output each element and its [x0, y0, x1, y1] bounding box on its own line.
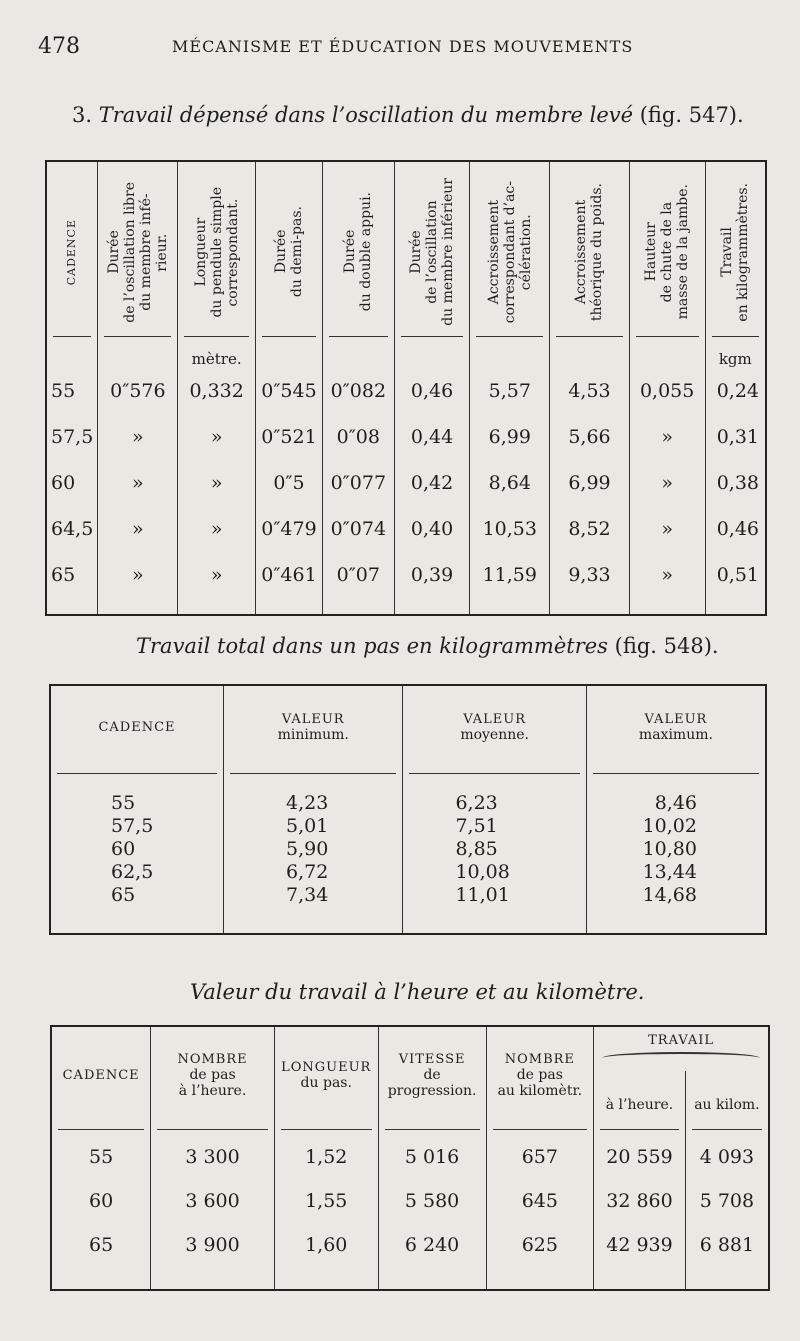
cell: 0″08	[322, 414, 394, 460]
table-row	[51, 1223, 769, 1290]
table-row	[51, 1135, 769, 1179]
cell: 60	[111, 838, 136, 860]
cell: »	[629, 460, 705, 506]
table3-header-steps-per-km-bottom: de pas au kilomètr.	[497, 1067, 583, 1099]
table-row	[46, 414, 766, 460]
cell: 0″576	[98, 368, 178, 414]
cell: 3 900	[151, 1223, 275, 1290]
table2-header-min-bottom: minimum.	[277, 727, 349, 743]
section2-figure-ref: (fig. 548).	[614, 634, 719, 658]
cell: »	[178, 414, 256, 460]
cell: 0,31	[705, 414, 766, 460]
cell: 0″082	[322, 368, 394, 414]
cell: 0,51	[705, 552, 766, 615]
table1-header-fall-height: Hauteur de chute de la masse de la jambe.	[643, 184, 692, 320]
cell: 65	[111, 884, 136, 906]
table3-header-work: TRAVAIL	[648, 1032, 715, 1048]
table3-header-per-hour: à l’heure.	[594, 1071, 686, 1123]
table3-header-steps-per-hour-bottom: de pas à l’heure.	[178, 1067, 247, 1099]
section3-title: Valeur du travail à l’heure et au kilomètre.	[190, 980, 645, 1004]
table2-header-max-top: VALEUR	[644, 712, 708, 727]
table2-col-cadence	[50, 778, 223, 934]
section1-caption	[72, 103, 744, 127]
table3-header-per-km: au kilom.	[685, 1071, 769, 1123]
cell: 6,23	[455, 792, 498, 814]
cell: 0,39	[394, 552, 470, 615]
cell: »	[98, 506, 178, 552]
table2-col-minimum	[223, 778, 402, 934]
table3-header-steps-per-km-top: NOMBRE	[504, 1052, 575, 1067]
cell: 13,44	[642, 861, 697, 883]
cell: 3 300	[151, 1135, 275, 1179]
cell-cadence: 65	[51, 564, 76, 586]
cell-cadence: 60	[51, 472, 76, 494]
unit-work: kgm	[705, 340, 766, 368]
cell: 0,332	[178, 368, 256, 414]
page-number: 478	[38, 34, 80, 59]
cell: 10,08	[455, 861, 510, 883]
cell: 10,02	[642, 815, 697, 837]
cell-cadence: 65	[89, 1234, 114, 1256]
cell: 6,99	[550, 460, 630, 506]
cell-cadence: 64,5	[51, 518, 94, 540]
cell: 57,5	[111, 815, 154, 837]
table2-header-avg-top: VALEUR	[463, 712, 527, 727]
table2-header-avg-bottom: moyenne.	[460, 727, 529, 743]
cell: 6 240	[378, 1223, 486, 1290]
cell: 32 860	[594, 1179, 686, 1223]
cell: 20 559	[594, 1135, 686, 1179]
cell: 0″074	[322, 506, 394, 552]
cell: 0″077	[322, 460, 394, 506]
table1-header-acceleration: Accroissement correspondant d’ac- célération.	[485, 180, 534, 324]
cell: »	[98, 552, 178, 615]
table1-header-cadence: CADENCE	[65, 218, 79, 286]
cell: 5,66	[550, 414, 630, 460]
table1-header-weight: Accroissement théorique du poids.	[573, 182, 606, 322]
cell-cadence: 60	[89, 1190, 114, 1212]
cell: 5 016	[378, 1135, 486, 1179]
cell: 11,59	[470, 552, 550, 615]
cell: 5,01	[285, 815, 329, 837]
cell: »	[98, 460, 178, 506]
cell: 0″545	[256, 368, 323, 414]
cell: 62,5	[111, 861, 154, 883]
cell: 11,01	[455, 884, 510, 906]
cell: 1,55	[274, 1179, 378, 1223]
section2-title: Travail total dans un pas en kilogrammètres	[136, 634, 608, 658]
cell: 10,53	[470, 506, 550, 552]
cell-cadence: 55	[89, 1146, 114, 1168]
cell: 14,68	[642, 884, 697, 906]
cell: 6 881	[685, 1223, 769, 1290]
table2-col-maximum	[586, 778, 766, 934]
brace-mark	[602, 1052, 760, 1064]
table2-header-cadence: CADENCE	[98, 720, 176, 735]
table2-body	[50, 778, 766, 934]
cell: 0″521	[256, 414, 323, 460]
cell: 5 580	[378, 1179, 486, 1223]
table-row	[46, 552, 766, 615]
cell: 4 093	[685, 1135, 769, 1179]
table1-units-row	[46, 340, 766, 368]
section1-title: Travail dépensé dans l’oscillation du membre levé	[98, 103, 634, 127]
cell: 6,72	[285, 861, 329, 883]
cell: 5,57	[470, 368, 550, 414]
cell: 8,85	[455, 838, 498, 860]
table-row	[51, 1179, 769, 1223]
section3-caption	[190, 980, 644, 1004]
cell: 0″461	[256, 552, 323, 615]
cell: 7,34	[285, 884, 329, 906]
cell: 55	[111, 792, 136, 814]
table3-header-length-bottom: du pas.	[300, 1075, 352, 1091]
table2-header-min-top: VALEUR	[281, 712, 345, 727]
table3-header-row	[51, 1026, 769, 1071]
cell: »	[98, 414, 178, 460]
cell: 0,42	[394, 460, 470, 506]
unit-pendulum: mètre.	[178, 340, 256, 368]
cell: 42 939	[594, 1223, 686, 1290]
cell: 5,90	[285, 838, 329, 860]
cell: 10,80	[642, 838, 697, 860]
table2-col-moyenne	[403, 778, 586, 934]
table3-header-length-top: LONGUEUR	[281, 1060, 372, 1075]
section2-caption	[136, 634, 719, 658]
table1-header-half-step: Durée du demi-pas.	[272, 206, 305, 298]
cell: 0″479	[256, 506, 323, 552]
section1-figure-ref: (fig. 547).	[639, 103, 744, 127]
cell: 0,24	[705, 368, 766, 414]
cell-cadence: 55	[51, 380, 76, 402]
total-work-table	[49, 684, 767, 935]
cell: 6,99	[470, 414, 550, 460]
cell: 0,46	[394, 368, 470, 414]
cell: 0″5	[256, 460, 323, 506]
cell: 0,40	[394, 506, 470, 552]
cell: 0,055	[629, 368, 705, 414]
cell: 8,46	[654, 792, 697, 814]
table1-header-free-oscillation: Durée de l’oscillation libre du membre infé- rieur.	[105, 181, 170, 323]
table1-header-double-support: Durée du double appui.	[342, 192, 375, 312]
cell: »	[178, 460, 256, 506]
cell: 3 600	[151, 1179, 275, 1223]
table1-rule-row	[46, 332, 766, 340]
cell: 7,51	[455, 815, 498, 837]
oscillation-work-table	[45, 160, 767, 616]
cell: 8,64	[470, 460, 550, 506]
cell: 0″07	[322, 552, 394, 615]
table2-header-row	[50, 685, 766, 768]
table3-header-cadence: CADENCE	[62, 1068, 140, 1083]
cell: »	[178, 552, 256, 615]
cell: 5 708	[685, 1179, 769, 1223]
cell: 657	[486, 1135, 594, 1179]
cell-cadence: 57,5	[51, 426, 94, 448]
running-header	[0, 34, 800, 64]
cell: 0,38	[705, 460, 766, 506]
table1-header-row	[46, 161, 766, 332]
cell: 0,46	[705, 506, 766, 552]
table1-header-work: Travail en kilogrammètres.	[719, 182, 752, 322]
table-row	[46, 506, 766, 552]
table2-header-max-bottom: maximum.	[638, 727, 713, 743]
table1-header-pendulum-length: Longueur du pendule simple correspondant.	[192, 186, 241, 318]
cell: 645	[486, 1179, 594, 1223]
section1-number: 3.	[72, 103, 93, 127]
table-row	[46, 368, 766, 414]
cell: »	[629, 414, 705, 460]
table1-header-limb-oscillation: Durée de l’oscillation du membre inférieur	[408, 178, 457, 326]
table3-header-speed-top: VITESSE	[398, 1052, 466, 1067]
cell: »	[629, 506, 705, 552]
cell: »	[629, 552, 705, 615]
cell: »	[178, 506, 256, 552]
table3-header-speed-bottom: de progression.	[387, 1067, 477, 1099]
cell: 0,44	[394, 414, 470, 460]
cell: 4,23	[285, 792, 329, 814]
table3-header-steps-per-hour-top: NOMBRE	[177, 1052, 248, 1067]
running-title: MÉCANISME ET ÉDUCATION DES MOUVEMENTS	[172, 37, 634, 56]
cell: 8,52	[550, 506, 630, 552]
cell: 1,60	[274, 1223, 378, 1290]
table-row	[46, 460, 766, 506]
cell: 9,33	[550, 552, 630, 615]
cell: 625	[486, 1223, 594, 1290]
cell: 1,52	[274, 1135, 378, 1179]
cell: 4,53	[550, 368, 630, 414]
work-per-hour-table	[50, 1025, 770, 1291]
